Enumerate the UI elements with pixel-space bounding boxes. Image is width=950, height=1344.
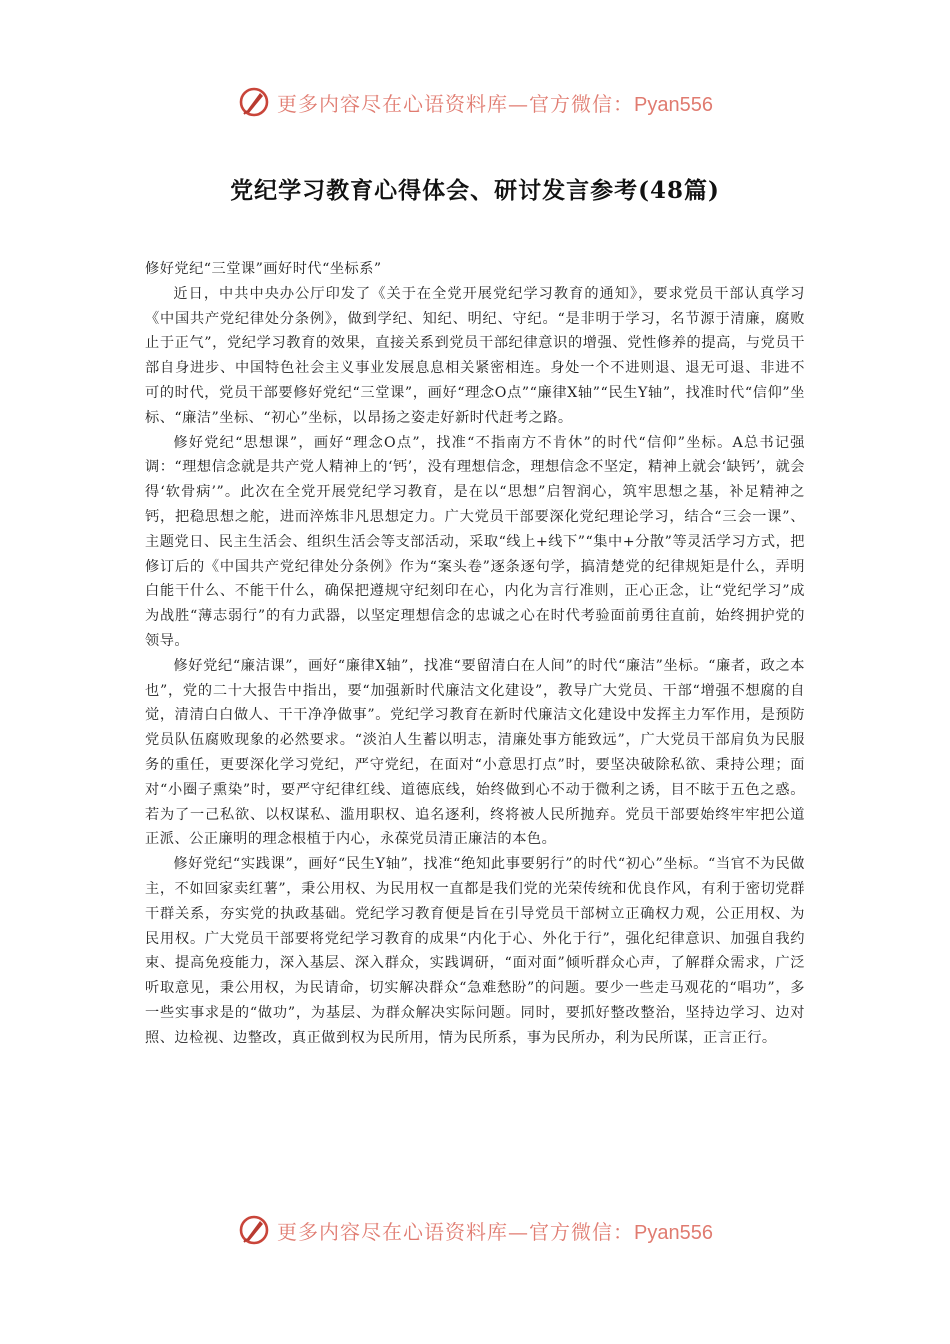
paragraph-thought: 修好党纪“思想课”，画好“理念O点”，找准“不指南方不肯休”的时代“信仰”坐标。A总书记强调：“理想信念就是共产党人精神上的‘钙’，没有理想信念，理想信念不坚定，精神上就会‘缺钙’，就会得‘软骨病’”。此次在全党开展党纪学习教育，是在以“思想”启智润心，筑牢思想之基，补足精神之钙，把稳思想之舵，进而淬炼非凡思想定力。广大党员干部要深化党纪理论学习，结合“三会一课”、主题党日、民主生活会、组织生活会等支部活动，采取“线上+线下”“集中+分散”等灵活学习方式，把修订后的《中国共产党纪律处分条例》作为“案头卷”逐条逐句学，搞清楚党的纪律规矩是什么，弄明白能干什么、不能干什么，确保把遵规守纪刻印在心，内化为言行准则，正心正念，让“党纪学习”成为战胜“薄志弱行”的有力武器，以坚定理想信念的忠诚之心在时代考验面前勇往直前，始终拥护党的领导。 bbox=[145, 434, 805, 649]
document-body bbox=[145, 257, 805, 1051]
banner-text bbox=[277, 88, 713, 117]
quill-logo-icon bbox=[237, 1213, 271, 1247]
banner-caption: 更多内容尽在心语资料库—官方微信： bbox=[277, 91, 635, 116]
quill-logo-icon bbox=[237, 85, 271, 119]
banner-text bbox=[277, 1216, 713, 1245]
paragraph-practice: 修好党纪“实践课”，画好“民生Y轴”，找准“绝知此事要躬行”的时代“初心”坐标。“当官不为民做主，不如回家卖红薯”，秉公用权、为民用权一直都是我们党的光荣传统和优良作风，有利于密切党群干群关系，夯实党的执政基础。党纪学习教育便是旨在引导党员干部树立正确权力观，公正用权、为民用权。广大党员干部要将党纪学习教育的成果“内化于心、外化于行”，强化纪律意识、加强自我约束、提高免疫能力，深入基层、深入群众，实践调研，“面对面”倾听群众心声，了解群众需求，广泛听取意见，秉公用权，为民请命，切实解决群众“急难愁盼”的问题。要少一些走马观花的“唱功”，多一些实事求是的“做功”，为基层、为群众解决实际问题。同时，要抓好整改整治，坚持边学习、边对照、边检视、边整改，真正做到权为民所用，情为民所系，事为民所办，利为民所谋，正言正行。 bbox=[145, 856, 805, 1046]
banner-caption: 更多内容尽在心语资料库—官方微信： bbox=[277, 1219, 635, 1244]
banner-wechat-id: Pyan556 bbox=[634, 93, 713, 116]
paragraph-intro: 近日，中共中央办公厅印发了《关于在全党开展党纪学习教育的通知》，要求党员干部认真学习《中国共产党纪律处分条例》，做到学纪、知纪、明纪、守纪。“是非明于学习，名节源于清廉，腐败止于正气”，党纪学习教育的效果，直接关系到党员干部纪律意识的增强、党性修养的提高，与党员干部自身进步、中国特色社会主义事业发展息息相关紧密相连。身处一个不进则退、退无可退、非进不可的时代，党员干部要修好党纪“三堂课”，画好“理念O点”“廉律X轴”“民生Y轴”，找准时代“信仰”坐标、“廉洁”坐标、“初心”坐标，以昂扬之姿走好新时代赶考之路。 bbox=[145, 285, 805, 426]
section-heading: 修好党纪“三堂课”画好时代“坐标系” bbox=[145, 261, 382, 277]
document-title: 党纪学习教育心得体会、研讨发言参考(48篇) bbox=[230, 177, 720, 204]
banner-wechat-id: Pyan556 bbox=[634, 1221, 713, 1244]
paragraph-integrity: 修好党纪“廉洁课”，画好“廉律X轴”，找准“要留清白在人间”的时代“廉洁”坐标。“廉者，政之本也”，党的二十大报告中指出，要“加强新时代廉洁文化建设”，教导广大党员、干部“增强不想腐的自觉，清清白白做人、干干净净做事”。党纪学习教育在新时代廉洁文化建设中发挥主力军作用，是预防党员队伍腐败现象的必然要求。“淡泊人生蓄以明志，清廉处事方能致远”，广大党员干部肩负为民服务的重任，更要深化学习党纪，严守党纪，在面对“小意思打点”时，要坚决破除私欲、秉持公理；面对“小圈子熏染”时，要严守纪律红线、道德底线，始终做到心不动于微利之诱，目不眩于五色之惑。若为了一己私欲、以权谋私、滥用职权、追名逐利，终将被人民所抛弃。党员干部要始终牢牢把公道正派、公正廉明的理念根植于内心，永葆党员清正廉洁的本色。 bbox=[145, 657, 805, 848]
footer-banner bbox=[0, 1210, 950, 1250]
header-banner bbox=[0, 82, 950, 122]
